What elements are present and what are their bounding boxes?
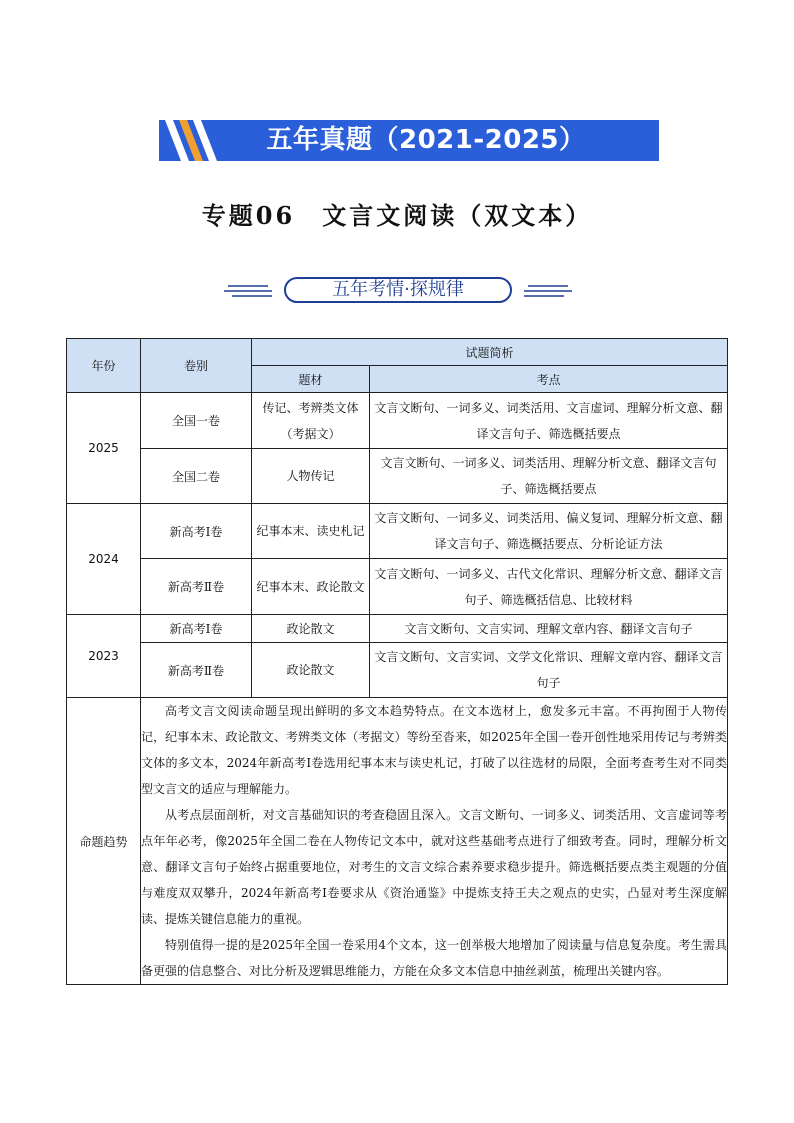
banner-title: 五年真题（2021-2025）	[266, 125, 586, 155]
table-row	[67, 393, 728, 449]
points-cell: 文言文断句、文言实词、理解文章内容、翻译文言句子	[370, 615, 728, 643]
table-row	[67, 504, 728, 559]
exam-analysis-table	[66, 338, 728, 985]
trend-paragraph: 特别值得一提的是2025年全国一卷采用4个文本，这一创举极大地增加了阅读量与信息复杂度。考生需具备更强的信息整合、对比分析及逻辑思维能力，方能在众多文本信息中抽丝剥茧，梳理出关键内容。	[141, 938, 728, 978]
material-cell: 政论散文	[252, 615, 370, 643]
table-row	[67, 559, 728, 615]
table-row	[67, 615, 728, 643]
points-cell: 文言文断句、文言实词、文学文化常识、理解文章内容、翻译文言句子	[370, 643, 728, 698]
points-cell: 文言文断句、一词多义、词类活用、文言虚词、理解分析文意、翻译文言句子、筛选概括要点	[370, 393, 728, 449]
points-cell: 文言文断句、一词多义、古代文化常识、理解分析文意、翻译文言句子、筛选概括信息、比较材料	[370, 559, 728, 615]
year-cell: 2025	[67, 393, 141, 504]
trend-label: 命题趋势	[67, 698, 141, 985]
year-cell: 2023	[67, 615, 141, 698]
trend-row	[67, 698, 728, 985]
trend-paragraph: 高考文言文阅读命题呈现出鲜明的多文本趋势特点。在文本选材上，愈发多元丰富。不再拘囿于人物传记，纪事本末、政论散文、考辨类文体（考据文）等纷至沓来，如2025年全国一卷开创性地采用传记与考辨类文体的多文本，2024年新高考Ⅰ卷选用纪事本末与读史札记，打破了以往选材的局限，全面考查考生对不同类型文言文的适应与理解能力。	[141, 704, 728, 796]
material-cell: 纪事本末、读史札记	[252, 504, 370, 559]
year-cell: 2024	[67, 504, 141, 615]
header-paper: 卷别	[141, 339, 252, 393]
title-banner	[159, 120, 659, 161]
header-material: 题材	[252, 366, 370, 393]
paper-cell: 新高考Ⅱ卷	[141, 643, 252, 698]
trend-text	[141, 698, 728, 985]
trend-paragraph: 从考点层面剖析，对文言基础知识的考查稳固且深入。文言文断句、一词多义、词类活用、文言虚词等考点年年必考，像2025年全国二卷在人物传记文本中，就对这些基础考点进行了细致考查。同时，理解分析文意、翻译文言句子始终占据重要地位，对考生的文言文综合素养要求稳步提升。筛选概括要点类主观题的分值与难度双双攀升，2024年新高考Ⅰ卷要求从《资治通鉴》中提炼支持王夫之观点的史实，凸显对考生深度解读、提炼关键信息能力的重视。	[141, 808, 728, 926]
material-cell: 政论散文	[252, 643, 370, 698]
header-points: 考点	[370, 366, 728, 393]
paper-cell: 新高考Ⅱ卷	[141, 559, 252, 615]
paper-cell: 全国一卷	[141, 393, 252, 449]
points-cell: 文言文断句、一词多义、词类活用、理解分析文意、翻译文言句子、筛选概括要点	[370, 449, 728, 504]
material-cell: 传记、考辨类文体（考据文）	[252, 393, 370, 449]
table-row	[67, 643, 728, 698]
right-lines-icon	[524, 283, 572, 299]
table-row	[67, 449, 728, 504]
material-cell: 纪事本末、政论散文	[252, 559, 370, 615]
paper-cell: 新高考Ⅰ卷	[141, 615, 252, 643]
paper-cell: 全国二卷	[141, 449, 252, 504]
section-heading	[224, 277, 572, 305]
header-year: 年份	[67, 339, 141, 393]
left-lines-icon	[224, 283, 272, 299]
material-cell: 人物传记	[252, 449, 370, 504]
paper-cell: 新高考Ⅰ卷	[141, 504, 252, 559]
points-cell: 文言文断句、一词多义、词类活用、偏义复词、理解分析文意、翻译文言句子、筛选概括要点、分析论证方法	[370, 504, 728, 559]
header-analysis: 试题简析	[252, 339, 728, 366]
section-label: 五年考情·探规律	[284, 277, 512, 303]
subject-title: 专题06 文言文阅读（双文本）	[201, 201, 593, 230]
